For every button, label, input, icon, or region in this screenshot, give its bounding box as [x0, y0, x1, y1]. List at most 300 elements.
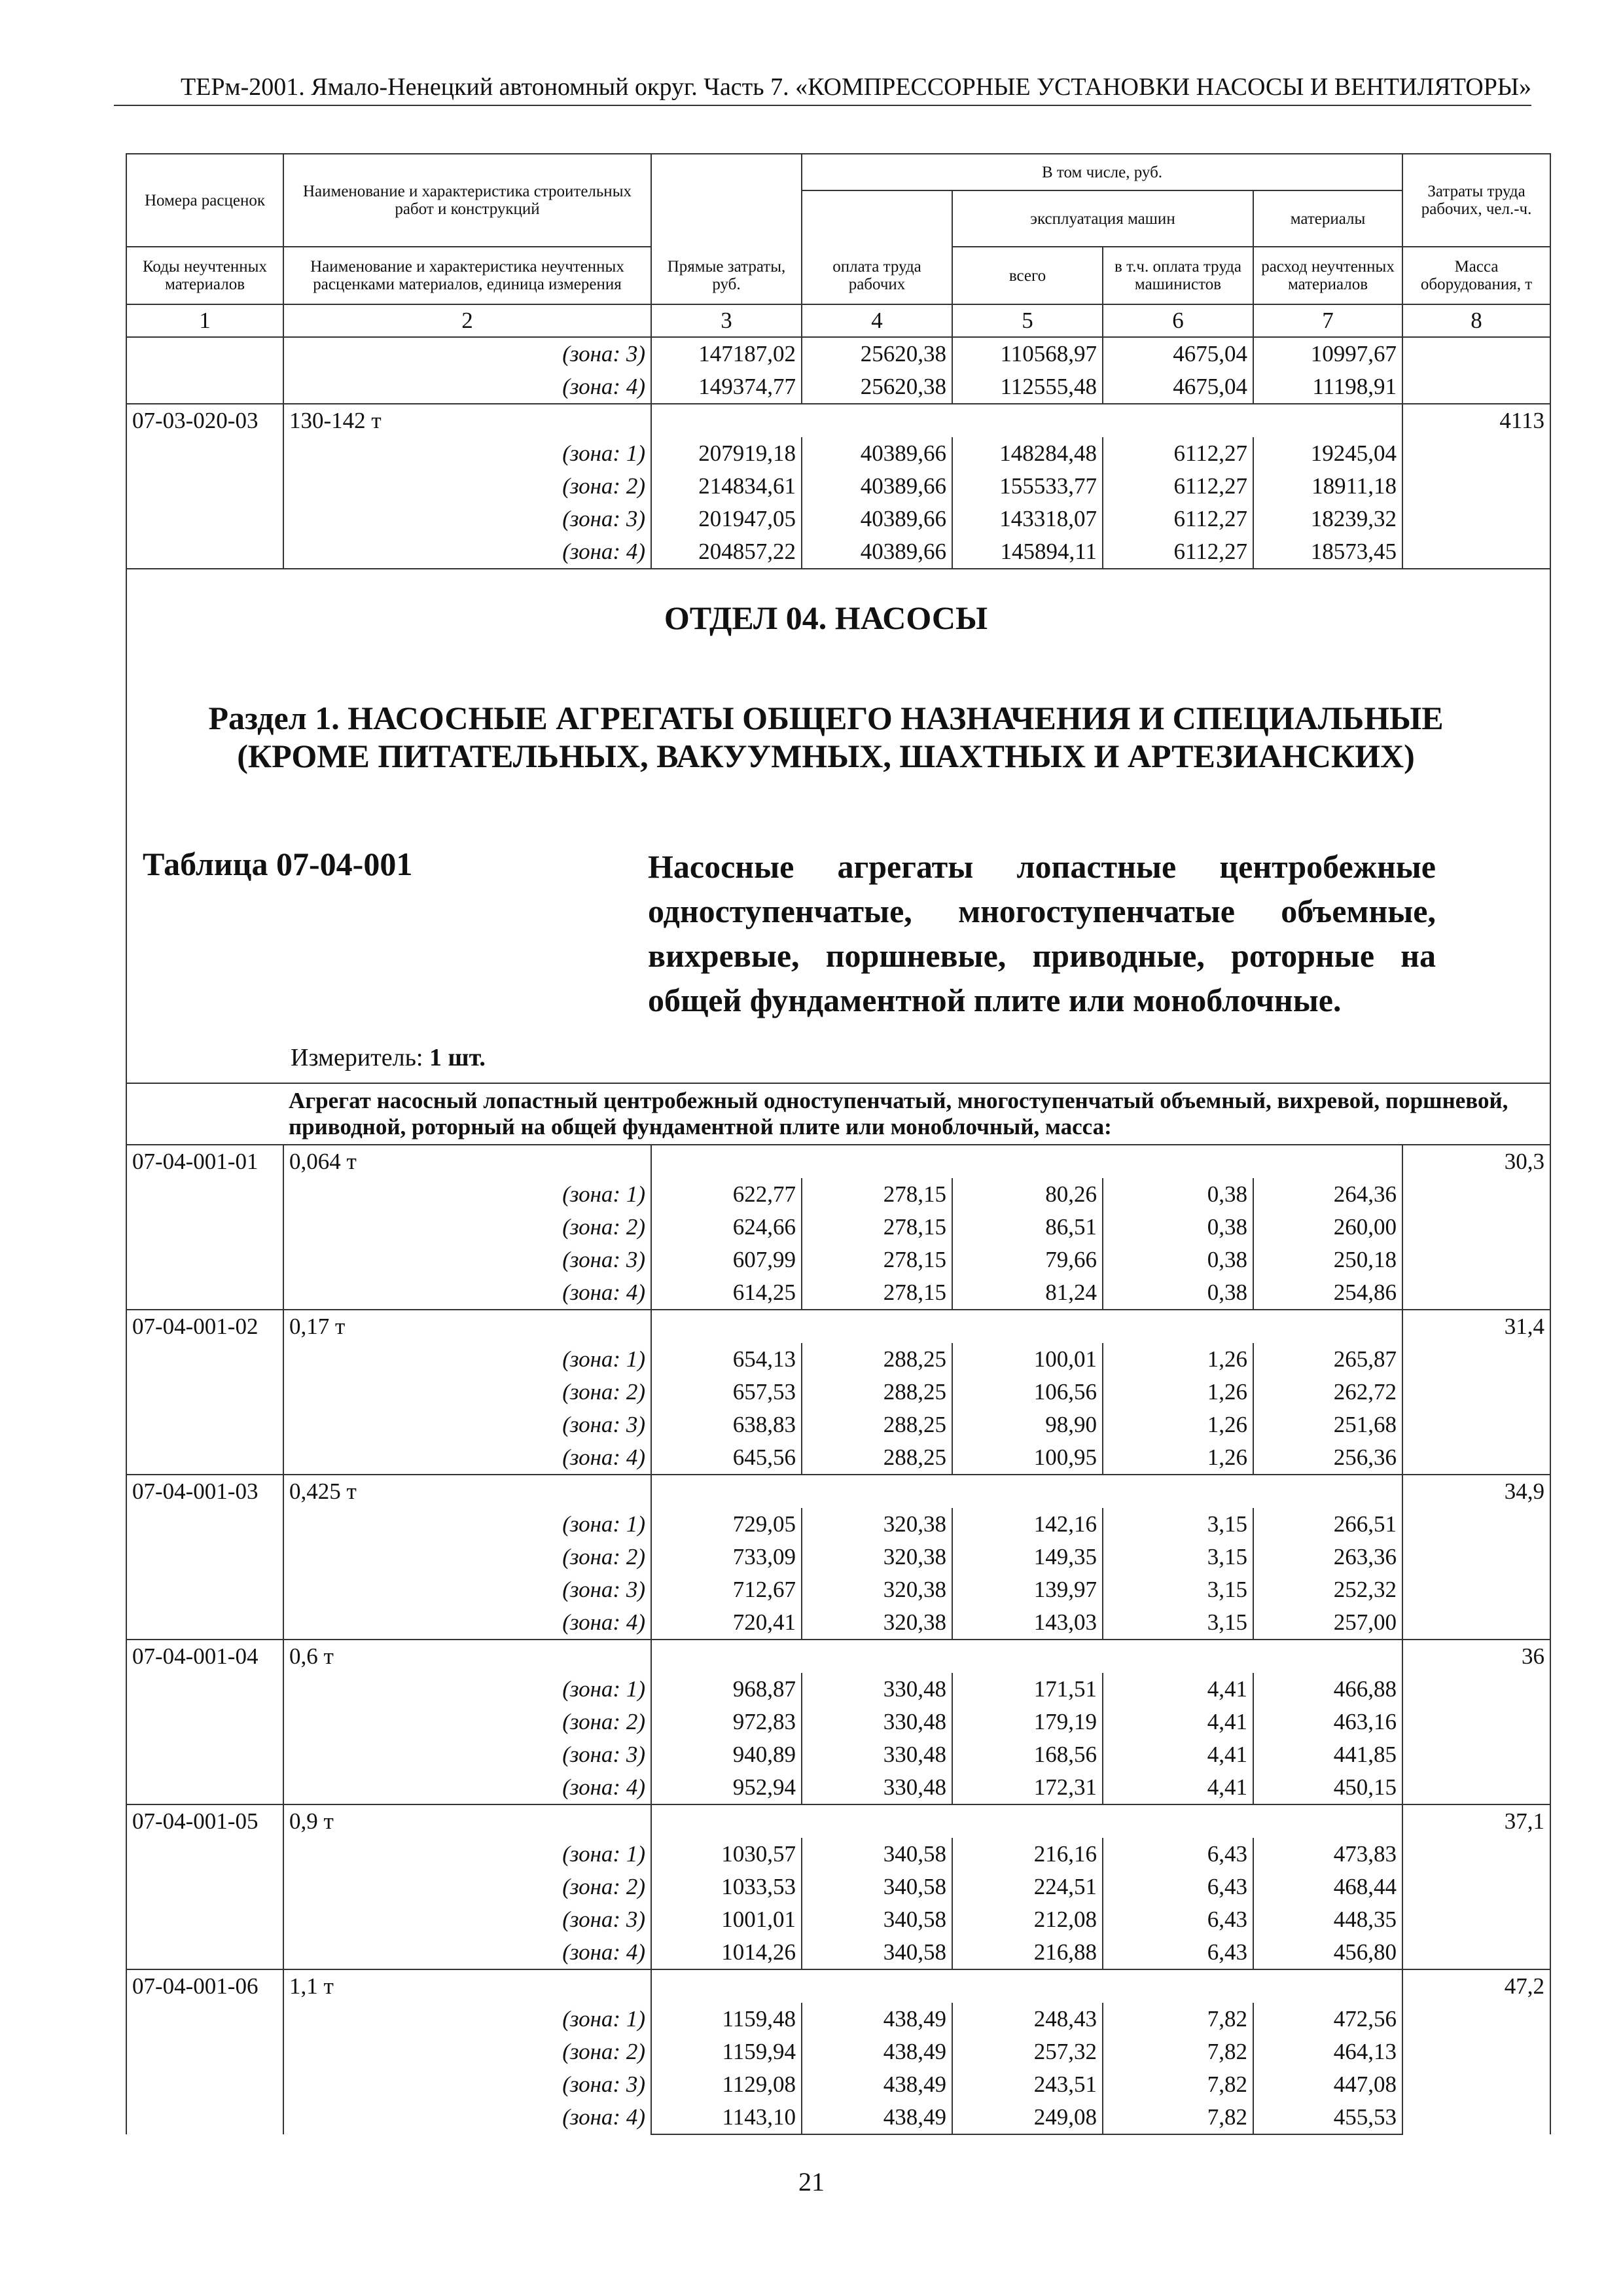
- direct-costs: 214834,61: [651, 470, 802, 503]
- material-costs: 448,35: [1253, 1903, 1402, 1936]
- header-naim-neuchtennykh: Наименование и характеристика неучтенных расценками материалов, единица измерения: [283, 247, 651, 304]
- item-code: 07-04-001-05: [126, 1804, 283, 1838]
- operator-costs: 0,38: [1103, 1178, 1253, 1211]
- labor-costs: 438,49: [802, 2101, 952, 2134]
- machine-costs: 216,16: [952, 1838, 1103, 1871]
- header-blank-labor: [802, 190, 952, 247]
- labor-costs: 278,15: [802, 1276, 952, 1310]
- machine-costs: 172,31: [952, 1771, 1103, 1804]
- labor-costs: 25620,38: [802, 370, 952, 404]
- labor-hours-cell: [1402, 1871, 1550, 1903]
- labor-hours-cell: [1402, 1211, 1550, 1244]
- labor-hours-cell: [1402, 1508, 1550, 1541]
- machine-costs: 110568,97: [952, 337, 1103, 370]
- zone-label: (зона: 3): [283, 1244, 651, 1276]
- labor-hours-cell: [1402, 1936, 1550, 1969]
- material-costs: 256,36: [1253, 1441, 1402, 1475]
- zone-row: [126, 1871, 1550, 1903]
- direct-costs: 733,09: [651, 1541, 802, 1573]
- section-row: [126, 569, 1550, 1083]
- direct-costs: 1129,08: [651, 2068, 802, 2101]
- group-desc-row: [126, 1083, 1550, 1145]
- labor-costs: 330,48: [802, 1738, 952, 1771]
- column-number: 1: [126, 304, 283, 337]
- operator-costs: 4675,04: [1103, 337, 1253, 370]
- zone-label: (зона: 4): [283, 1771, 651, 1804]
- running-header: ТЕРм-2001. Ямало-Ненецкий автономный округ. Часть 7. «КОМПРЕССОРНЫЕ УСТАНОВКИ НАСОСЫ И ВЕНТИЛЯТОРЫ»: [114, 69, 1531, 106]
- zone-row: [126, 1376, 1550, 1408]
- zone-row: [126, 1244, 1550, 1276]
- labor-costs: 40389,66: [802, 503, 952, 535]
- material-costs: 18911,18: [1253, 470, 1402, 503]
- operator-costs: 1,26: [1103, 1441, 1253, 1475]
- item-code: 07-04-001-06: [126, 1969, 283, 2003]
- material-costs: 263,36: [1253, 1541, 1402, 1573]
- code-cell: [126, 1541, 283, 1573]
- item-name: 0,6 т: [283, 1640, 651, 1673]
- direct-costs: 1033,53: [651, 1871, 802, 1903]
- code-cell: [126, 1441, 283, 1475]
- zone-row: [126, 535, 1550, 569]
- labor-hours-cell: [1402, 1838, 1550, 1871]
- direct-costs: 654,13: [651, 1343, 802, 1376]
- labor-hours-cell: [1402, 1606, 1550, 1640]
- code-cell: [126, 337, 283, 370]
- labor-costs: 438,49: [802, 2003, 952, 2036]
- direct-costs: 1159,94: [651, 2036, 802, 2068]
- labor-hours-cell: [1402, 1441, 1550, 1475]
- column-number: 7: [1253, 304, 1402, 337]
- labor-costs: 438,49: [802, 2068, 952, 2101]
- machine-costs: 106,56: [952, 1376, 1103, 1408]
- material-costs: 19245,04: [1253, 437, 1402, 470]
- labor-costs: 40389,66: [802, 470, 952, 503]
- code-cell: [126, 1706, 283, 1738]
- direct-costs: 1159,48: [651, 2003, 802, 2036]
- zone-label: (зона: 1): [283, 437, 651, 470]
- operator-costs: 6112,27: [1103, 437, 1253, 470]
- labor-hours-cell: [1402, 1903, 1550, 1936]
- header-pryamye: Прямые затраты, руб.: [651, 247, 802, 304]
- header-materialy: материалы: [1253, 190, 1402, 247]
- machine-costs: 143,03: [952, 1606, 1103, 1640]
- code-cell: [126, 535, 283, 569]
- material-costs: 265,87: [1253, 1343, 1402, 1376]
- material-costs: 441,85: [1253, 1738, 1402, 1771]
- labor-costs: 340,58: [802, 1871, 952, 1903]
- machine-costs: 224,51: [952, 1871, 1103, 1903]
- item-name: 130-142 т: [283, 404, 651, 437]
- zone-row: [126, 1573, 1550, 1606]
- labor-hours-cell: [1402, 470, 1550, 503]
- machine-costs: 145894,11: [952, 535, 1103, 569]
- operator-costs: 3,15: [1103, 1508, 1253, 1541]
- machine-costs: 171,51: [952, 1673, 1103, 1706]
- zone-label: (зона: 4): [283, 1606, 651, 1640]
- machine-costs: 149,35: [952, 1541, 1103, 1573]
- code-cell: [126, 1343, 283, 1376]
- labor-costs: 25620,38: [802, 337, 952, 370]
- zone-row: [126, 370, 1550, 404]
- code-cell: [126, 2036, 283, 2068]
- item-code: 07-04-001-04: [126, 1640, 283, 1673]
- table-title: Насосные агрегаты лопастные центробежные одноступенчатые, многоступенчатые объемные, вихревые, поршневые, приводные, роторные на общей фундаментной плите или моноблочные.: [648, 848, 1436, 1018]
- zone-row: [126, 2003, 1550, 2036]
- column-number: 6: [1103, 304, 1253, 337]
- direct-costs: 624,66: [651, 1211, 802, 1244]
- machine-costs: 216,88: [952, 1936, 1103, 1969]
- material-costs: 264,36: [1253, 1178, 1402, 1211]
- column-number: 8: [1402, 304, 1550, 337]
- item-head-row: [126, 1310, 1550, 1343]
- zone-label: (зона: 1): [283, 1838, 651, 1871]
- labor-costs: 340,58: [802, 1936, 952, 1969]
- code-cell: [126, 1838, 283, 1871]
- labor-costs: 40389,66: [802, 437, 952, 470]
- code-cell: [126, 2101, 283, 2134]
- item-name: 0,17 т: [283, 1310, 651, 1343]
- zone-row: [126, 2068, 1550, 2101]
- operator-costs: 0,38: [1103, 1211, 1253, 1244]
- operator-costs: 1,26: [1103, 1343, 1253, 1376]
- item-values-blank: [651, 1145, 1402, 1178]
- item-values-blank: [651, 1310, 1402, 1343]
- zone-label: (зона: 3): [283, 1903, 651, 1936]
- operator-costs: 4,41: [1103, 1771, 1253, 1804]
- zone-row: [126, 1838, 1550, 1871]
- machine-costs: 212,08: [952, 1903, 1103, 1936]
- column-number: 2: [283, 304, 651, 337]
- labor-costs: 278,15: [802, 1244, 952, 1276]
- operator-costs: 1,26: [1103, 1408, 1253, 1441]
- operator-costs: 3,15: [1103, 1573, 1253, 1606]
- machine-costs: 248,43: [952, 2003, 1103, 2036]
- header-raskhod: расход неучтенных материалов: [1253, 247, 1402, 304]
- machine-costs: 86,51: [952, 1211, 1103, 1244]
- zone-row: [126, 2101, 1550, 2134]
- table-label: Таблица 07-04-001: [143, 846, 413, 882]
- labor-hours-cell: [1402, 437, 1550, 470]
- zone-row: [126, 1606, 1550, 1640]
- measure-label: Измеритель:: [291, 1044, 423, 1071]
- column-number: 3: [651, 304, 802, 337]
- item-name: 0,425 т: [283, 1475, 651, 1508]
- machine-costs: 179,19: [952, 1706, 1103, 1738]
- code-cell: [126, 1573, 283, 1606]
- item-head-row: [126, 1475, 1550, 1508]
- zone-label: (зона: 1): [283, 1343, 651, 1376]
- header-vsego: всего: [952, 247, 1103, 304]
- material-costs: 455,53: [1253, 2101, 1402, 2134]
- direct-costs: 657,53: [651, 1376, 802, 1408]
- zone-row: [126, 503, 1550, 535]
- zone-row: [126, 1441, 1550, 1475]
- labor-costs: 278,15: [802, 1211, 952, 1244]
- item-values-blank: [651, 1804, 1402, 1838]
- direct-costs: 1001,01: [651, 1903, 802, 1936]
- item-values-blank: [651, 404, 1402, 437]
- code-cell: [126, 1244, 283, 1276]
- code-cell: [126, 2068, 283, 2101]
- labor-hours-cell: [1402, 1408, 1550, 1441]
- price-table: [126, 153, 1551, 2135]
- labor-costs: 320,38: [802, 1508, 952, 1541]
- code-cell: [126, 2003, 283, 2036]
- labor-hours-cell: [1402, 1673, 1550, 1706]
- zone-label: (зона: 4): [283, 1276, 651, 1310]
- material-costs: 10997,67: [1253, 337, 1402, 370]
- item-values-blank: [651, 1969, 1402, 2003]
- material-costs: 468,44: [1253, 1871, 1402, 1903]
- zone-row: [126, 1276, 1550, 1310]
- labor-hours: 37,1: [1402, 1804, 1550, 1838]
- labor-hours-cell: [1402, 1276, 1550, 1310]
- zone-row: [126, 470, 1550, 503]
- direct-costs: 149374,77: [651, 370, 802, 404]
- razdel-heading: Раздел 1. НАСОСНЫЕ АГРЕГАТЫ ОБЩЕГО НАЗНАЧЕНИЯ И СПЕЦИАЛЬНЫЕ (КРОМЕ ПИТАТЕЛЬНЫХ, ВАКУУМНЫХ, ШАХТНЫХ И АРТЕЗИАНСКИХ): [208, 700, 1444, 774]
- code-cell: [126, 1408, 283, 1441]
- material-costs: 254,86: [1253, 1276, 1402, 1310]
- item-head-row: [126, 1145, 1550, 1178]
- zone-row: [126, 1738, 1550, 1771]
- labor-costs: 288,25: [802, 1441, 952, 1475]
- operator-costs: 0,38: [1103, 1244, 1253, 1276]
- labor-hours-cell: [1402, 2003, 1550, 2036]
- code-cell: [126, 1508, 283, 1541]
- labor-hours-cell: [1402, 1178, 1550, 1211]
- zone-label: (зона: 1): [283, 2003, 651, 2036]
- item-head-row: [126, 1640, 1550, 1673]
- material-costs: 262,72: [1253, 1376, 1402, 1408]
- item-code: 07-04-001-03: [126, 1475, 283, 1508]
- material-costs: 251,68: [1253, 1408, 1402, 1441]
- machine-costs: 148284,48: [952, 437, 1103, 470]
- labor-hours-cell: [1402, 1541, 1550, 1573]
- item-head-row: [126, 404, 1550, 437]
- code-cell: [126, 1178, 283, 1211]
- code-cell: [126, 1771, 283, 1804]
- item-values-blank: [651, 1640, 1402, 1673]
- zone-label: (зона: 3): [283, 2068, 651, 2101]
- zone-label: (зона: 1): [283, 1178, 651, 1211]
- zone-label: (зона: 3): [283, 1738, 651, 1771]
- zone-row: [126, 1343, 1550, 1376]
- direct-costs: 720,41: [651, 1606, 802, 1640]
- zone-label: (зона: 2): [283, 470, 651, 503]
- zone-label: (зона: 2): [283, 2036, 651, 2068]
- machine-costs: 139,97: [952, 1573, 1103, 1606]
- labor-costs: 320,38: [802, 1541, 952, 1573]
- labor-costs: 340,58: [802, 1903, 952, 1936]
- direct-costs: 1143,10: [651, 2101, 802, 2134]
- machine-costs: 143318,07: [952, 503, 1103, 535]
- zone-label: (зона: 2): [283, 1541, 651, 1573]
- material-costs: 447,08: [1253, 2068, 1402, 2101]
- zone-row: [126, 1178, 1550, 1211]
- direct-costs: 1030,57: [651, 1838, 802, 1871]
- machine-costs: 168,56: [952, 1738, 1103, 1771]
- zone-label: (зона: 4): [283, 2101, 651, 2134]
- item-code: 07-03-020-03: [126, 404, 283, 437]
- material-costs: 473,83: [1253, 1838, 1402, 1871]
- header-vt-oplata: в т.ч. оплата труда машинистов: [1103, 247, 1253, 304]
- item-name: 0,064 т: [283, 1145, 651, 1178]
- section-block: [126, 569, 1550, 1083]
- operator-costs: 7,82: [1103, 2003, 1253, 2036]
- labor-costs: 278,15: [802, 1178, 952, 1211]
- zone-row: [126, 1706, 1550, 1738]
- measure-line: [291, 1041, 486, 1075]
- zone-label: (зона: 1): [283, 1673, 651, 1706]
- labor-costs: 288,25: [802, 1376, 952, 1408]
- labor-hours-cell: [1402, 1738, 1550, 1771]
- direct-costs: 712,67: [651, 1573, 802, 1606]
- labor-hours-cell: [1402, 1244, 1550, 1276]
- direct-costs: 147187,02: [651, 337, 802, 370]
- zone-row: [126, 1771, 1550, 1804]
- labor-costs: 340,58: [802, 1838, 952, 1871]
- machine-costs: 100,95: [952, 1441, 1103, 1475]
- labor-hours-cell: [1402, 1771, 1550, 1804]
- code-cell: [126, 370, 283, 404]
- labor-hours-cell: [1402, 1376, 1550, 1408]
- labor-costs: 40389,66: [802, 535, 952, 569]
- zone-label: (зона: 3): [283, 1408, 651, 1441]
- labor-costs: 288,25: [802, 1408, 952, 1441]
- zone-label: (зона: 1): [283, 1508, 651, 1541]
- machine-costs: 155533,77: [952, 470, 1103, 503]
- labor-hours-cell: [1402, 2036, 1550, 2068]
- labor-costs: 330,48: [802, 1673, 952, 1706]
- operator-costs: 4,41: [1103, 1673, 1253, 1706]
- header-blank-direct: [651, 154, 802, 247]
- direct-costs: 607,99: [651, 1244, 802, 1276]
- material-costs: 463,16: [1253, 1706, 1402, 1738]
- column-number: 4: [802, 304, 952, 337]
- operator-costs: 4675,04: [1103, 370, 1253, 404]
- machine-costs: 249,08: [952, 2101, 1103, 2134]
- header-naimenovanie: Наименование и характеристика строительных работ и конструкций: [283, 154, 651, 247]
- zone-label: (зона: 2): [283, 1871, 651, 1903]
- operator-costs: 0,38: [1103, 1276, 1253, 1310]
- zone-label: (зона: 4): [283, 1936, 651, 1969]
- direct-costs: 201947,05: [651, 503, 802, 535]
- direct-costs: 638,83: [651, 1408, 802, 1441]
- operator-costs: 3,15: [1103, 1606, 1253, 1640]
- direct-costs: 729,05: [651, 1508, 802, 1541]
- labor-costs: 288,25: [802, 1343, 952, 1376]
- direct-costs: 614,25: [651, 1276, 802, 1310]
- zone-row: [126, 1211, 1550, 1244]
- labor-hours-cell: [1402, 1343, 1550, 1376]
- header-zatraty-truda: Затраты труда рабочих, чел.-ч.: [1402, 154, 1550, 247]
- labor-costs: 320,38: [802, 1606, 952, 1640]
- code-cell: [126, 1738, 283, 1771]
- labor-hours-cell: [1402, 2068, 1550, 2101]
- machine-costs: 112555,48: [952, 370, 1103, 404]
- zone-row: [126, 2036, 1550, 2068]
- operator-costs: 7,82: [1103, 2036, 1253, 2068]
- operator-costs: 4,41: [1103, 1706, 1253, 1738]
- zone-row: [126, 337, 1550, 370]
- code-cell: [126, 470, 283, 503]
- machine-costs: 98,90: [952, 1408, 1103, 1441]
- item-head-row: [126, 1969, 1550, 2003]
- measure-value: 1 шт.: [429, 1044, 486, 1071]
- zone-row: [126, 1408, 1550, 1441]
- direct-costs: 207919,18: [651, 437, 802, 470]
- labor-costs: 438,49: [802, 2036, 952, 2068]
- operator-costs: 6,43: [1103, 1903, 1253, 1936]
- operator-costs: 6,43: [1103, 1936, 1253, 1969]
- direct-costs: 204857,22: [651, 535, 802, 569]
- zone-label: (зона: 3): [283, 337, 651, 370]
- labor-hours: 36: [1402, 1640, 1550, 1673]
- operator-costs: 6112,27: [1103, 470, 1253, 503]
- material-costs: 250,18: [1253, 1244, 1402, 1276]
- zone-label: (зона: 2): [283, 1706, 651, 1738]
- page-number: 21: [798, 2167, 825, 2197]
- direct-costs: 622,77: [651, 1178, 802, 1211]
- machine-costs: 100,01: [952, 1343, 1103, 1376]
- group-description: Агрегат насосный лопастный центробежный одноступенчатый, многоступенчатый объемный, вихревой, поршневой, приводной, роторный на общей фундаментной плите или моноблочный, масса:: [283, 1083, 1550, 1145]
- labor-hours: 31,4: [1402, 1310, 1550, 1343]
- material-costs: 18239,32: [1253, 503, 1402, 535]
- direct-costs: 645,56: [651, 1441, 802, 1475]
- operator-costs: 3,15: [1103, 1541, 1253, 1573]
- header-massa: Масса оборудования, т: [1402, 247, 1550, 304]
- item-code: 07-04-001-02: [126, 1310, 283, 1343]
- machine-costs: 79,66: [952, 1244, 1103, 1276]
- operator-costs: 1,26: [1103, 1376, 1253, 1408]
- machine-costs: 243,51: [952, 2068, 1103, 2101]
- zone-row: [126, 1541, 1550, 1573]
- group-desc-blank: [126, 1083, 283, 1145]
- zone-row: [126, 1903, 1550, 1936]
- labor-hours-cell: [1402, 535, 1550, 569]
- machine-costs: 81,24: [952, 1276, 1103, 1310]
- code-cell: [126, 1211, 283, 1244]
- operator-costs: 6112,27: [1103, 503, 1253, 535]
- labor-hours-cell: [1402, 1573, 1550, 1606]
- material-costs: 252,32: [1253, 1573, 1402, 1606]
- labor-hours-cell: [1402, 370, 1550, 404]
- zone-label: (зона: 4): [283, 1441, 651, 1475]
- material-costs: 466,88: [1253, 1673, 1402, 1706]
- operator-costs: 4,41: [1103, 1738, 1253, 1771]
- direct-costs: 952,94: [651, 1771, 802, 1804]
- labor-costs: 320,38: [802, 1573, 952, 1606]
- labor-hours: 34,9: [1402, 1475, 1550, 1508]
- material-costs: 266,51: [1253, 1508, 1402, 1541]
- labor-costs: 330,48: [802, 1771, 952, 1804]
- item-name: 1,1 т: [283, 1969, 651, 2003]
- material-costs: 450,15: [1253, 1771, 1402, 1804]
- zone-label: (зона: 2): [283, 1376, 651, 1408]
- labor-hours-cell: [1402, 337, 1550, 370]
- labor-hours: 47,2: [1402, 1969, 1550, 2003]
- material-costs: 472,56: [1253, 2003, 1402, 2036]
- direct-costs: 1014,26: [651, 1936, 802, 1969]
- header-ekspluatatsiya: эксплуатация машин: [952, 190, 1253, 247]
- direct-costs: 968,87: [651, 1673, 802, 1706]
- code-cell: [126, 1376, 283, 1408]
- labor-costs: 330,48: [802, 1706, 952, 1738]
- labor-hours: 30,3: [1402, 1145, 1550, 1178]
- code-cell: [126, 437, 283, 470]
- zone-row: [126, 1508, 1550, 1541]
- zone-row: [126, 437, 1550, 470]
